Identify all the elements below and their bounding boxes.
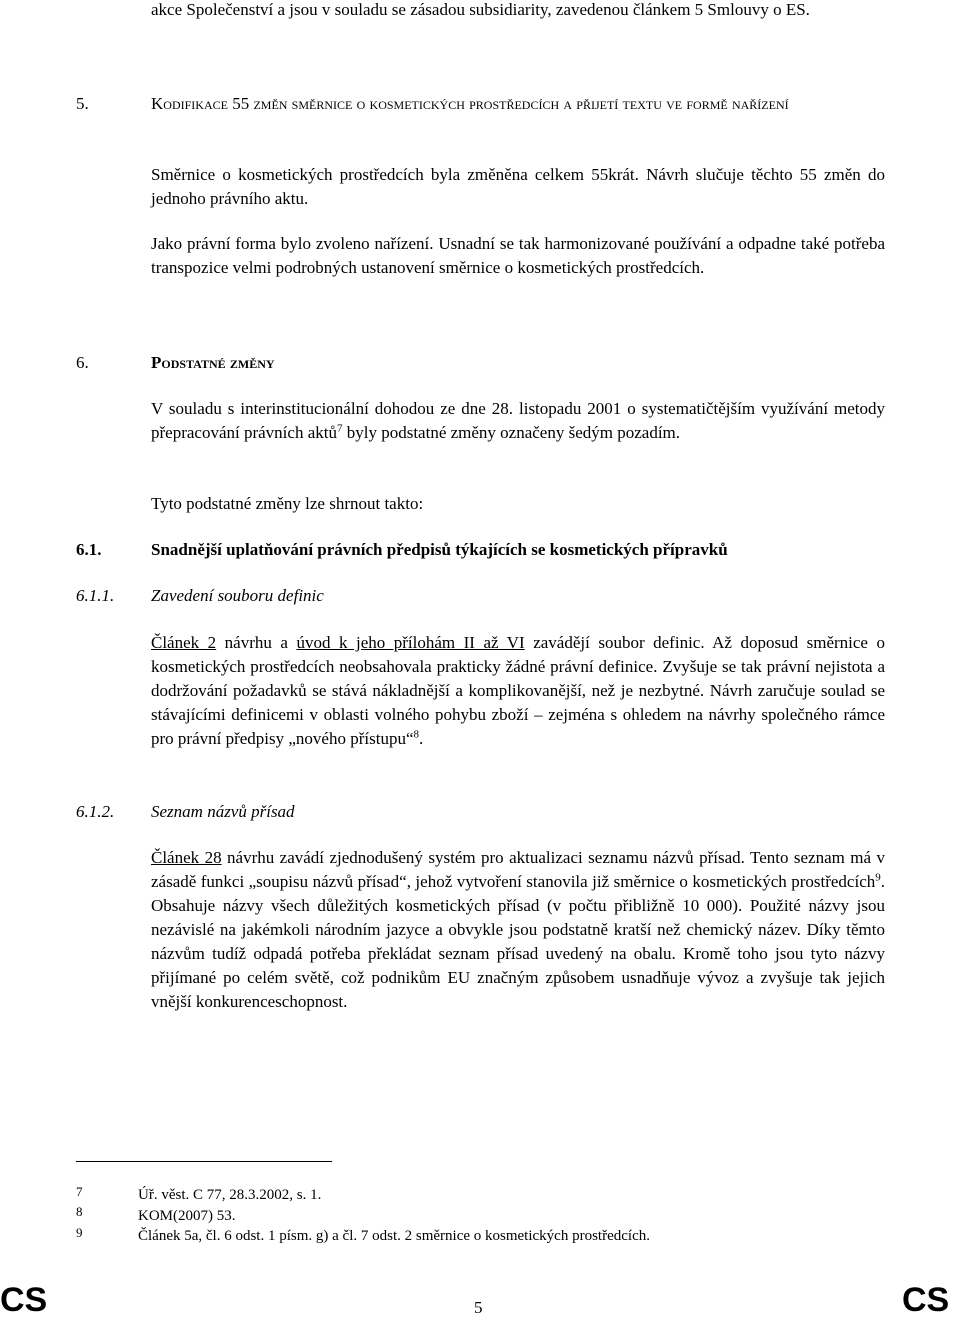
section-5-number: 5. (76, 94, 89, 113)
footnote-ref-7: 7 (336, 422, 343, 435)
section-5-paragraph-1: Směrnice o kosmetických prostředcích byla změněna celkem 55krát. Návrh slučuje těchto 55 změn do jednoho právního aktu. (151, 165, 885, 208)
section-6-paragraph-1-end: byly podstatné změny označeny šedým pozadím. (342, 423, 681, 442)
footnote-9-number: 9 (76, 1225, 83, 1240)
article-28-link: Článek 28 (151, 848, 222, 867)
section-6-1-title: Snadnější uplatňování právních předpisů týkajících se kosmetických přípravků (151, 540, 728, 559)
section-6-1-2-title: Seznam názvů přísad (151, 802, 295, 821)
footnote-ref-9: 9 (875, 871, 881, 884)
section-5-title: Kodifikace 55 změn směrnice o kosmetických prostředcích a přijetí textu ve formě nařízení (151, 94, 789, 113)
intro-paragraph: akce Společenství a jsou v souladu se zásadou subsidiarity, zavedenou článkem 5 Smlouvy o ES. (151, 0, 810, 19)
footnote-9-text: Článek 5a, čl. 6 odst. 1 písm. g) a čl. 7 odst. 2 směrnice o kosmetických prostředcích. (138, 1228, 650, 1244)
page-number: 5 (474, 1298, 483, 1317)
section-6-1-2-paragraph (151, 846, 885, 1014)
section-6-1-2-text-b: . Obsahuje názvy všech důležitých kosmetických přísad (v počtu přibližně 10 000). Použité názvy jsou nezávislé na jakémkoli národním jazyce a obvykle jsou podstatně kratší než chemický název. Díky těmto názvům tudíž odpadá potřeba překládat seznam přísad uvedený na obalu. Kromě toho jsou tyto názvy přijímané po celém světě, což podnikům EU značným způsobem usnadňuje vývoz a zvyšuje tak jejich vnější konkurenceschopnost. (151, 872, 885, 1011)
section-5-paragraph-2: Jako právní forma bylo zvoleno nařízení. Usnadní se tak harmonizované používání a odpadne také potřeba transpozice velmi podrobných ustanovení směrnice o kosmetických prostředcích. (151, 234, 885, 277)
section-6-1-1-text-a: návrhu a (216, 633, 297, 652)
section-6-1-2-text-a: návrhu zavádí zjednodušený systém pro aktualizaci seznamu názvů přísad. Tento seznam má v zásadě funkci „soupisu názvů přísad“, jehož vytvoření stanovila již směrnice o kosmetických prostředcích (151, 848, 886, 891)
section-6-1-2-number: 6.1.2. (76, 802, 115, 821)
footnote-ref-8: 8 (413, 728, 419, 741)
footnote-8-text: KOM(2007) 53. (138, 1208, 236, 1224)
section-6-1-1-title: Zavedení souboru definic (151, 586, 324, 605)
footnote-7-text: Úř. věst. C 77, 28.3.2002, s. 1. (138, 1187, 322, 1203)
section-6-1-1-number: 6.1.1. (76, 586, 115, 605)
footnote-7-number: 7 (76, 1184, 83, 1199)
article-2-link: Článek 2 (151, 633, 217, 652)
section-6-paragraph-2: Tyto podstatné změny lze shrnout takto: (151, 494, 424, 513)
section-6-paragraph-1 (151, 397, 885, 445)
footnote-separator (76, 1161, 332, 1162)
footer-language-right: CS (902, 1281, 950, 1319)
section-6-number: 6. (76, 353, 89, 372)
annex-intro-link: úvod k jeho přílohám II až VI (296, 633, 525, 652)
footnote-8-number: 8 (76, 1204, 83, 1219)
section-6-1-1-paragraph (151, 631, 885, 751)
section-6-paragraph-1-text: V souladu s interinstitucionální dohodou ze dne 28. listopadu 2001 o systematičtějším využívání metody přepracování právních aktů (151, 399, 885, 442)
section-6-1-number: 6.1. (76, 540, 102, 559)
footer-language-left: CS (0, 1281, 48, 1319)
section-6-1-1-text-end: . (419, 729, 424, 748)
section-6-title: Podstatné změny (151, 353, 275, 372)
section-6-1-1-text-b: zavádějí soubor definic. Až doposud směrnice o kosmetických prostředcích neobsahovala prakticky žádné právní definice. Zvyšuje se tak právní nejistota a dodržování požadavků se stává nákladnější a komplikovanější, než je nezbytné. Návrh zaručuje soulad se stávajícími definicemi v oblasti volného pohybu zboží – zejména s ohledem na návrhy společného rámce pro právní předpisy „nového přístupu“ (151, 633, 885, 748)
